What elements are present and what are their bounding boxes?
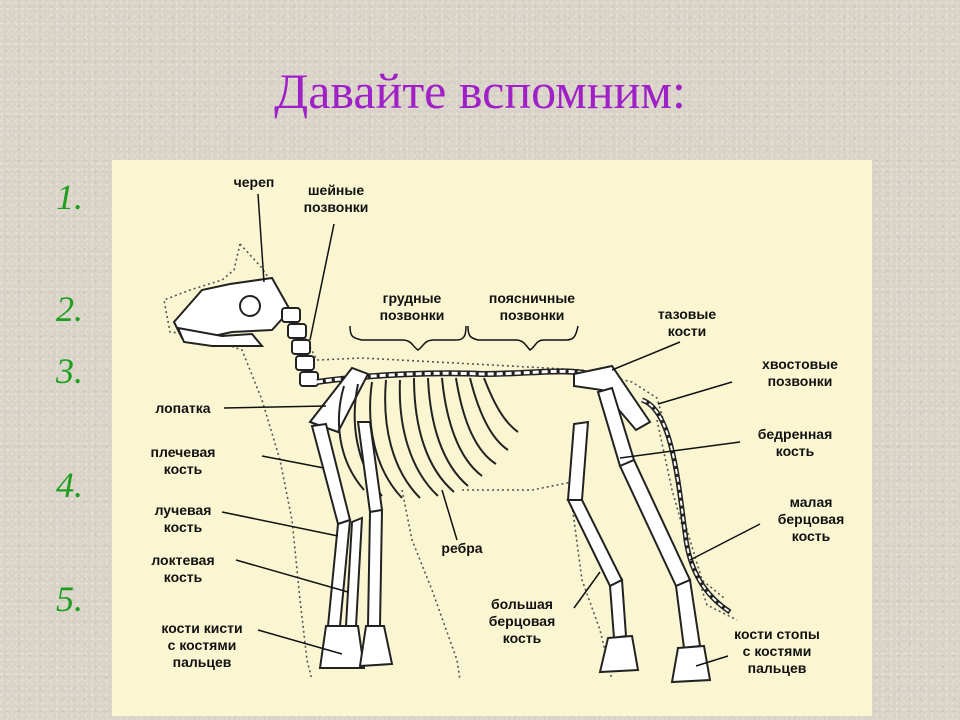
skull-bone: [174, 278, 290, 346]
label-tibia: большая берцовая кость: [488, 596, 556, 646]
list-number-3: 3.: [56, 351, 83, 391]
list-number-1: 1.: [56, 177, 83, 217]
label-hand-bones: кости кисти с костями пальцев: [161, 620, 243, 670]
label-ribs: ребра: [441, 540, 483, 556]
label-foot-bones: кости стопы с костями пальцев: [734, 626, 820, 676]
hind-legs: [568, 388, 710, 682]
label-radius: лучевая кость: [154, 502, 212, 535]
label-skull: череп: [233, 174, 275, 190]
label-thoracic-vertebrae: грудные позвонки: [379, 290, 445, 323]
slide-title: Давайте вспомним:: [274, 63, 686, 119]
skeleton-diagram-panel: [112, 160, 872, 716]
label-cervical-vertebrae: шейные позвонки: [303, 182, 369, 215]
label-lumbar-vertebrae: поясничные позвонки: [488, 290, 576, 323]
list-number-2: 2.: [56, 289, 83, 329]
label-tail-vertebrae: хвостовые позвонки: [762, 356, 838, 389]
label-femur: бедренная кость: [757, 426, 833, 459]
label-fibula: малая берцовая кость: [777, 494, 845, 544]
label-ulna: локтевая кость: [151, 552, 215, 585]
label-pelvic-bones: тазовые кости: [657, 306, 717, 339]
list-number-5: 5.: [56, 579, 83, 619]
cervical-vertebrae: [282, 308, 318, 386]
label-scapula: лопатка: [155, 400, 211, 416]
label-humerus: плечевая кость: [150, 444, 216, 477]
list-number-4: 4.: [56, 465, 83, 505]
front-legs: [312, 422, 392, 668]
